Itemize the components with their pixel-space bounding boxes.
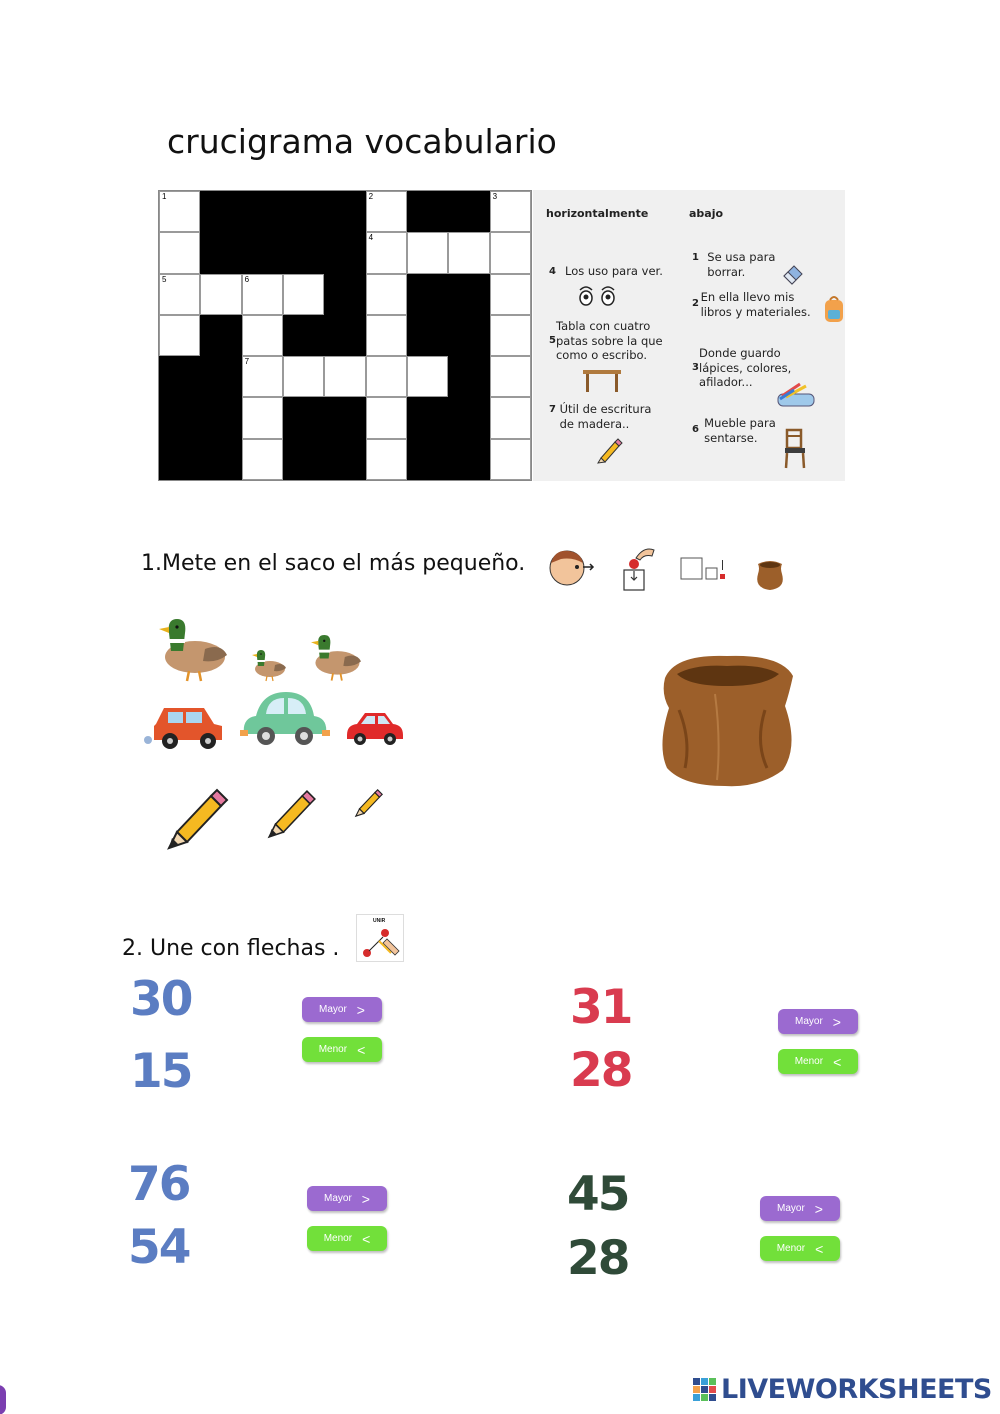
join-arrows-icon xyxy=(356,914,404,962)
number-30: 30 xyxy=(130,972,192,1027)
crossword-clue-number: 2 xyxy=(368,192,374,201)
clue-text: Mueble para sentarse. xyxy=(704,416,776,445)
large-pencil[interactable] xyxy=(165,786,231,852)
crossword-block xyxy=(448,315,489,356)
crossword-cell[interactable] xyxy=(448,232,489,273)
crossword-block xyxy=(448,191,489,232)
clue-number: 4 xyxy=(549,266,556,277)
clue-number: 5 xyxy=(549,335,556,346)
put-in-icon xyxy=(618,544,658,592)
crossword-block xyxy=(242,232,283,273)
menor-label: Menor xyxy=(776,1243,806,1254)
exercise-text: Mete en el saco el más pequeño. xyxy=(162,551,526,576)
crossword-cell[interactable] xyxy=(490,397,531,438)
crossword-block xyxy=(200,356,241,397)
crossword-cell[interactable] xyxy=(324,356,365,397)
crossword-cell[interactable] xyxy=(366,439,407,480)
clue-text: Se usa para borrar. xyxy=(707,250,776,279)
crossword-cell[interactable] xyxy=(407,356,448,397)
crossword-cell[interactable] xyxy=(366,356,407,397)
crossword-clue-number: 4 xyxy=(368,233,374,243)
eyes-icon xyxy=(577,284,619,308)
crossword-cell[interactable] xyxy=(283,356,324,397)
crossword-block xyxy=(324,439,365,480)
crossword-cell[interactable] xyxy=(242,439,283,480)
mayor-label: Mayor xyxy=(795,1016,823,1027)
crossword-block xyxy=(200,232,241,273)
mayor-label: Mayor xyxy=(777,1203,805,1214)
number-76: 76 xyxy=(128,1157,190,1212)
mayor-button[interactable] xyxy=(760,1196,840,1221)
crossword-cell[interactable] xyxy=(366,191,407,232)
small-pencil[interactable] xyxy=(354,788,384,818)
sack[interactable] xyxy=(655,650,800,790)
page-title: crucigrama vocabulario xyxy=(167,122,557,161)
exercise-number: 1. xyxy=(141,551,162,576)
crossword-cell[interactable] xyxy=(159,274,200,315)
crossword-cell[interactable] xyxy=(490,191,531,232)
eraser-icon xyxy=(780,262,806,286)
crossword-cell[interactable] xyxy=(283,274,324,315)
large-car[interactable] xyxy=(240,688,330,750)
clue-number: 2 xyxy=(692,298,699,309)
menor-label: Menor xyxy=(794,1056,824,1067)
clue-number: 7 xyxy=(549,404,556,415)
greater-than-icon: > xyxy=(814,1200,823,1217)
small-car[interactable] xyxy=(345,709,405,747)
crossword-block xyxy=(324,274,365,315)
crossword-cell[interactable] xyxy=(242,315,283,356)
crossword-block xyxy=(200,439,241,480)
smallest-icon xyxy=(679,556,727,582)
pencil-icon xyxy=(595,436,623,464)
crossword-cell[interactable] xyxy=(490,315,531,356)
large-duck[interactable] xyxy=(155,615,231,683)
brand-logo xyxy=(693,1374,992,1405)
clue-panel xyxy=(533,190,845,481)
crossword-block xyxy=(448,397,489,438)
number-45: 45 xyxy=(567,1167,629,1222)
crossword-block xyxy=(200,191,241,232)
clue-text: Tabla con cuatro patas sobre la que como o escribo. xyxy=(555,319,663,362)
crossword-cell[interactable] xyxy=(242,274,283,315)
menor-button[interactable] xyxy=(307,1226,387,1251)
menor-button[interactable] xyxy=(778,1049,858,1074)
pictogram-label: UNIR xyxy=(373,918,386,924)
crossword-block xyxy=(200,315,241,356)
number-31: 31 xyxy=(570,980,632,1035)
clue-text: Los uso para ver. xyxy=(565,264,663,278)
crossword-clue-number: 5 xyxy=(162,274,167,284)
mayor-button[interactable] xyxy=(778,1009,858,1034)
crossword-clue-number: 7 xyxy=(244,357,250,367)
crossword-cell[interactable] xyxy=(242,356,283,397)
crossword-block xyxy=(407,274,448,315)
less-than-icon: < xyxy=(362,1230,371,1247)
crossword-cell[interactable] xyxy=(242,397,283,438)
crossword-block xyxy=(407,439,448,480)
crossword-block xyxy=(448,274,489,315)
sack-icon xyxy=(752,556,788,592)
mayor-button[interactable] xyxy=(307,1186,387,1211)
number-28: 28 xyxy=(570,1043,632,1098)
crossword-block xyxy=(324,397,365,438)
crossword-cell[interactable] xyxy=(366,397,407,438)
mayor-label: Mayor xyxy=(319,1004,347,1015)
brand-name: LIVEWORKSHEETS xyxy=(721,1374,992,1405)
crossword-block xyxy=(407,191,448,232)
menor-label: Menor xyxy=(323,1233,353,1244)
exercise-1-instruction xyxy=(141,551,525,576)
clue-number: 3 xyxy=(692,362,699,373)
crossword-block xyxy=(283,232,324,273)
menor-label: Menor xyxy=(318,1044,348,1055)
crossword-clue-number: 6 xyxy=(244,274,250,284)
greater-than-icon: > xyxy=(356,1001,365,1018)
mayor-label: Mayor xyxy=(324,1193,352,1204)
table-icon xyxy=(581,366,623,394)
clue-number: 1 xyxy=(692,252,699,263)
crossword-block xyxy=(407,315,448,356)
crossword-cell[interactable] xyxy=(490,439,531,480)
clue-number: 6 xyxy=(692,424,699,435)
crossword-grid xyxy=(158,190,532,481)
crossword-block xyxy=(448,356,489,397)
less-than-icon: < xyxy=(357,1041,366,1058)
crossword-cell[interactable] xyxy=(366,315,407,356)
crossword-cell[interactable] xyxy=(490,232,531,273)
across-header: horizontalmente xyxy=(546,207,649,220)
liveworksheets-logo-icon xyxy=(693,1378,717,1402)
greater-than-icon: > xyxy=(832,1013,841,1030)
number-28: 28 xyxy=(567,1231,629,1286)
clue-text: Útil de escritura de madera.. xyxy=(559,402,652,431)
crossword-block xyxy=(324,191,365,232)
crossword-cell[interactable] xyxy=(159,315,200,356)
small-duck[interactable] xyxy=(250,648,288,682)
clue-across-5 xyxy=(549,319,679,363)
backpack-icon xyxy=(820,294,848,324)
clue-across-7 xyxy=(549,402,669,431)
crossword-block xyxy=(283,439,324,480)
side-tab-marker xyxy=(0,1385,6,1414)
clue-text: En ella llevo mis libros y materiales. xyxy=(700,290,811,319)
medium-duck[interactable] xyxy=(308,632,364,682)
number-15: 15 xyxy=(130,1044,192,1099)
less-than-icon: < xyxy=(833,1053,842,1070)
crossword-cell[interactable] xyxy=(366,274,407,315)
greater-than-icon: > xyxy=(361,1190,370,1207)
chair-icon xyxy=(781,428,809,470)
crossword-cell[interactable] xyxy=(407,232,448,273)
crossword-cell[interactable] xyxy=(490,356,531,397)
pencil-case-icon xyxy=(774,382,816,410)
crossword-cell[interactable] xyxy=(490,274,531,315)
crossword-block xyxy=(283,315,324,356)
crossword-block xyxy=(283,191,324,232)
clue-across-4 xyxy=(549,264,669,279)
crossword-block xyxy=(448,439,489,480)
mayor-button[interactable] xyxy=(302,997,382,1022)
crossword-clue-number: 3 xyxy=(492,192,498,201)
crossword-block xyxy=(407,397,448,438)
crossword-block xyxy=(159,397,200,438)
crossword-block xyxy=(159,356,200,397)
exercise-2-instruction: 2. Une con flechas . xyxy=(122,936,340,961)
crossword-cell[interactable] xyxy=(366,232,407,273)
crossword-clue-number: 1 xyxy=(162,192,167,201)
join-arrows-drawing xyxy=(357,915,405,963)
less-than-icon: < xyxy=(815,1240,824,1257)
crossword-block xyxy=(324,315,365,356)
crossword-block xyxy=(159,439,200,480)
crossword-block xyxy=(283,397,324,438)
crossword-block xyxy=(242,191,283,232)
clue-text: Donde guardo lápices, colores, afilador... xyxy=(699,346,792,389)
menor-button[interactable] xyxy=(302,1037,382,1062)
crossword-block xyxy=(324,232,365,273)
menor-button[interactable] xyxy=(760,1236,840,1261)
medium-pencil[interactable] xyxy=(266,788,318,840)
number-54: 54 xyxy=(128,1220,190,1275)
crossword-cell[interactable] xyxy=(159,232,200,273)
clue-down-2 xyxy=(692,290,812,319)
medium-car[interactable] xyxy=(142,702,228,752)
crossword-cell[interactable] xyxy=(159,191,200,232)
look-icon xyxy=(547,547,595,589)
crossword-block xyxy=(200,397,241,438)
down-header: abajo xyxy=(689,207,724,220)
crossword-cell[interactable] xyxy=(200,274,241,315)
